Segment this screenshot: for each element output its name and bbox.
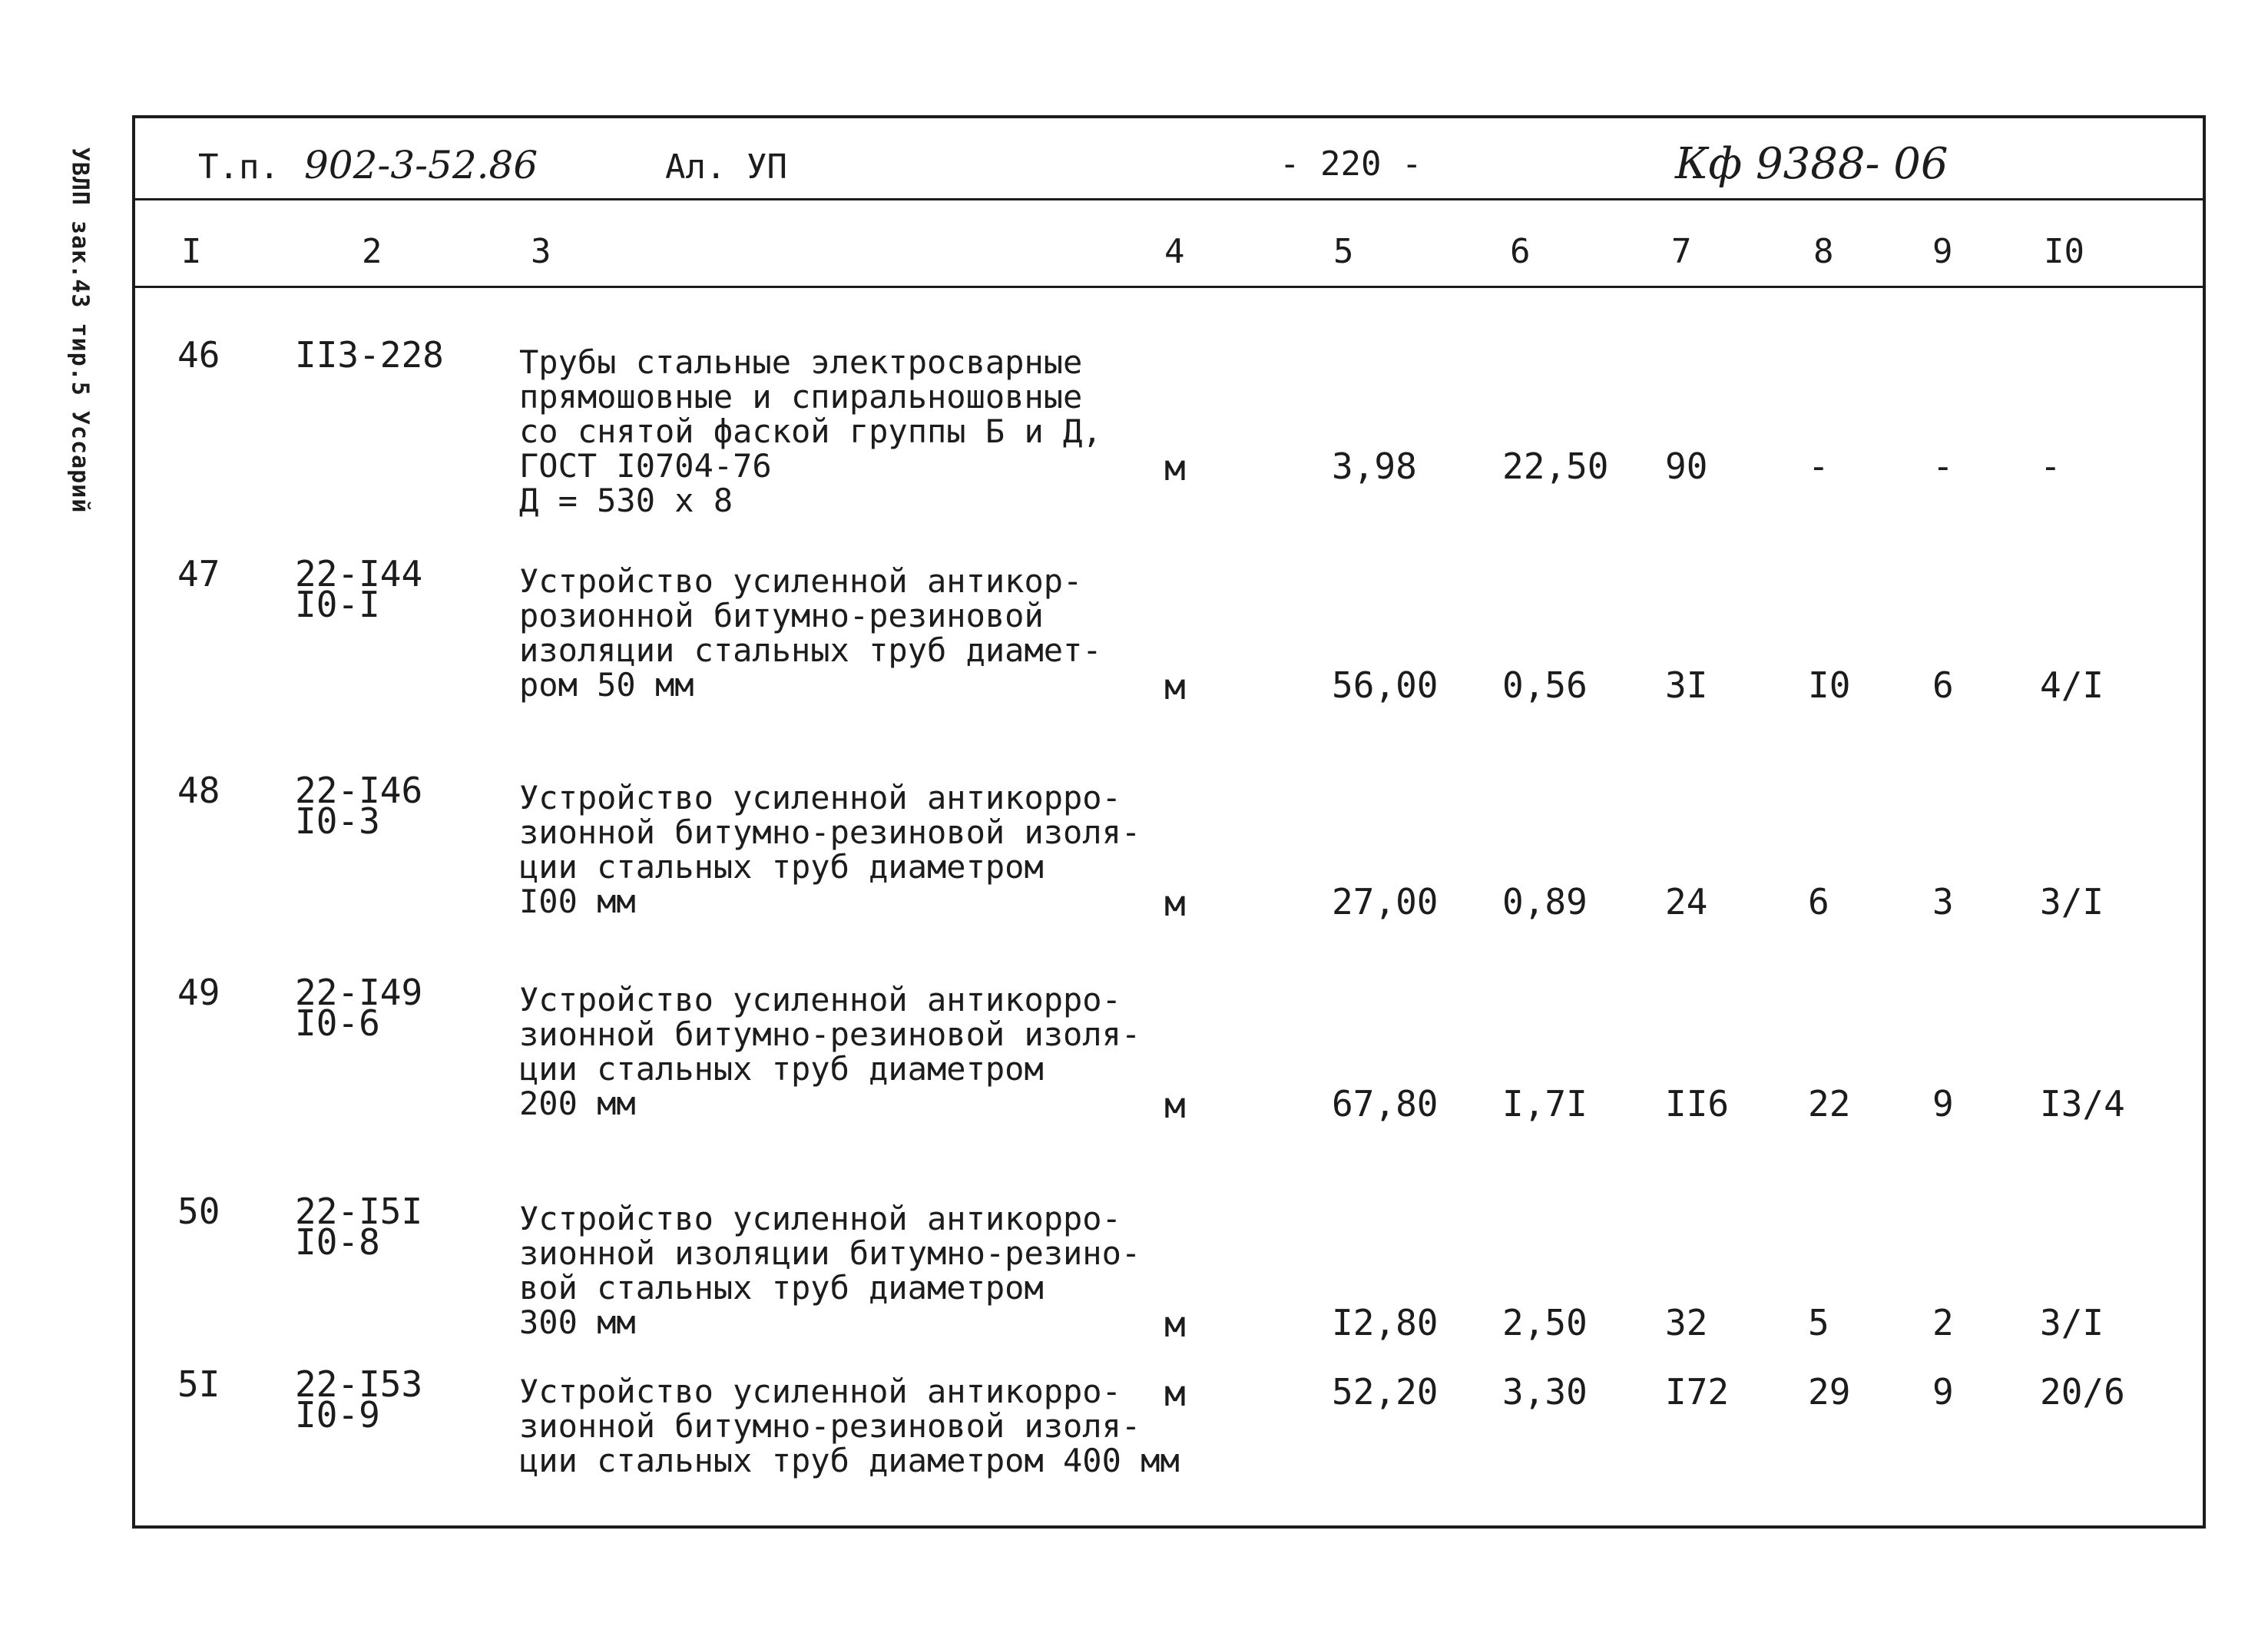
description-line: ром 50 мм <box>519 666 694 704</box>
description-line: зионной битумно-резиновой изоля- <box>519 813 1141 851</box>
description-line: ции стальных труб диаметром 400 мм <box>519 1442 1180 1479</box>
album-label: Ал. УП <box>665 147 787 187</box>
col6-cell: 2,50 <box>1502 1302 1588 1343</box>
row-number: 46 <box>177 334 220 376</box>
col6-cell: I,7I <box>1502 1083 1588 1125</box>
norm-code: 22-I49 <box>295 972 423 1013</box>
unit-cell: м <box>1164 666 1186 707</box>
description-line: Устройство усиленной антикорро- <box>519 981 1121 1019</box>
quantity-cell: 3,98 <box>1332 446 1417 487</box>
norm-code: I0-8 <box>295 1221 380 1263</box>
column-number-7: 7 <box>1671 232 1692 271</box>
col7-cell: 32 <box>1665 1302 1708 1343</box>
col8-cell: 29 <box>1808 1371 1851 1413</box>
col8-cell: 5 <box>1808 1302 1829 1343</box>
col7-cell: 3I <box>1665 664 1708 706</box>
col8-cell: 6 <box>1808 881 1829 922</box>
unit-cell: м <box>1164 883 1186 924</box>
norm-code: II3-228 <box>295 334 444 376</box>
norm-code: I0-3 <box>295 800 380 842</box>
row-number: 49 <box>177 972 220 1013</box>
col6-cell: 3,30 <box>1502 1371 1588 1413</box>
col7-cell: II6 <box>1665 1083 1730 1125</box>
unit-cell: м <box>1164 1373 1186 1414</box>
row-number: 47 <box>177 553 220 595</box>
row-number: 50 <box>177 1191 220 1232</box>
description-line: изоляции стальных труб диамет- <box>519 631 1102 669</box>
col8-cell: - <box>1808 446 1829 487</box>
description-line: Устройство усиленной антикорро- <box>519 779 1121 816</box>
col9-cell: 3 <box>1932 881 1954 922</box>
quantity-cell: 56,00 <box>1332 664 1439 706</box>
unit-cell: м <box>1164 447 1186 489</box>
header-divider <box>135 198 2203 200</box>
column-number-2: 2 <box>362 232 382 271</box>
col9-cell: 9 <box>1932 1083 1954 1125</box>
row-number: 5I <box>177 1363 220 1405</box>
description-line: розионной битумно-резиновой <box>519 597 1044 634</box>
col7-cell: 90 <box>1665 446 1708 487</box>
col6-cell: 0,56 <box>1502 664 1588 706</box>
col8-cell: I0 <box>1808 664 1851 706</box>
col9-cell: 6 <box>1932 664 1954 706</box>
row-number: 48 <box>177 770 220 811</box>
quantity-cell: I2,80 <box>1332 1302 1439 1343</box>
estimate-table <box>132 115 2206 1529</box>
description-line: зионной битумно-резиновой изоля- <box>519 1407 1141 1445</box>
work-description <box>519 1201 1141 1340</box>
margin-stamp-text: УВЛП зак.43 тир.5 Уссарий <box>66 147 94 514</box>
description-line: зионной изоляции битумно-резино- <box>519 1234 1141 1272</box>
column-divider <box>132 286 2203 288</box>
description-line: Д = 530 х 8 <box>519 482 733 519</box>
page-number: - 220 - <box>1280 144 1422 184</box>
norm-code: 22-I5I <box>295 1191 423 1232</box>
norm-code: I0-9 <box>295 1394 380 1436</box>
work-description <box>519 780 1141 919</box>
description-line: 200 мм <box>519 1085 636 1122</box>
column-number-1: I <box>181 232 202 271</box>
col10-cell: 20/6 <box>2040 1371 2125 1413</box>
doc-prefix: Т.п. <box>198 147 280 187</box>
column-number-4: 4 <box>1164 232 1185 271</box>
description-line: ции стальных труб диаметром <box>519 848 1044 886</box>
description-line: I00 мм <box>519 883 636 920</box>
norm-code: 22-I53 <box>295 1363 423 1405</box>
description-line: Устройство усиленной антикорро- <box>519 1200 1121 1237</box>
column-number-5: 5 <box>1333 232 1354 271</box>
description-line: со снятой фаской группы Б и Д, <box>519 412 1102 450</box>
norm-code: 22-I44 <box>295 553 423 595</box>
col10-cell: I3/4 <box>2040 1083 2125 1125</box>
quantity-cell: 27,00 <box>1332 881 1439 922</box>
work-description <box>519 345 1102 518</box>
catalog-code: Кф 9388- 06 <box>1675 139 1948 189</box>
doc-number: 902-3-52.86 <box>304 143 538 187</box>
work-description <box>519 564 1102 702</box>
column-number-8: 8 <box>1813 232 1834 271</box>
column-number-3: 3 <box>531 232 551 271</box>
col9-cell: 2 <box>1932 1302 1954 1343</box>
col7-cell: I72 <box>1665 1371 1730 1413</box>
description-line: Трубы стальные электросварные <box>519 343 1083 381</box>
description-line: Устройство усиленной антикор- <box>519 562 1083 600</box>
col9-cell: 9 <box>1932 1371 1954 1413</box>
unit-cell: м <box>1164 1085 1186 1126</box>
col6-cell: 22,50 <box>1502 446 1609 487</box>
col6-cell: 0,89 <box>1502 881 1588 922</box>
col10-cell: 4/I <box>2040 664 2104 706</box>
norm-code: 22-I46 <box>295 770 423 811</box>
col9-cell: - <box>1932 446 1954 487</box>
work-description <box>519 982 1141 1121</box>
column-number-6: 6 <box>1510 232 1531 271</box>
margin-stamp <box>57 131 103 530</box>
description-line: ГОСТ I0704-76 <box>519 447 772 485</box>
col10-cell: - <box>2040 446 2061 487</box>
column-number-10: I0 <box>2044 232 2084 271</box>
norm-code: I0-6 <box>295 1002 380 1044</box>
col7-cell: 24 <box>1665 881 1708 922</box>
description-line: прямошовные и спиральношовные <box>519 378 1083 416</box>
column-number-9: 9 <box>1932 232 1953 271</box>
description-line: вой стальных труб диаметром <box>519 1269 1044 1307</box>
col8-cell: 22 <box>1808 1083 1851 1125</box>
unit-cell: м <box>1164 1303 1186 1345</box>
norm-code: I0-I <box>295 584 380 625</box>
col10-cell: 3/I <box>2040 1302 2104 1343</box>
description-line: 300 мм <box>519 1303 636 1341</box>
col10-cell: 3/I <box>2040 881 2104 922</box>
work-description <box>519 1374 1180 1478</box>
description-line: зионной битумно-резиновой изоля- <box>519 1015 1141 1053</box>
quantity-cell: 52,20 <box>1332 1371 1439 1413</box>
description-line: Устройство усиленной антикорро- <box>519 1373 1121 1410</box>
description-line: ции стальных труб диаметром <box>519 1050 1044 1088</box>
quantity-cell: 67,80 <box>1332 1083 1439 1125</box>
